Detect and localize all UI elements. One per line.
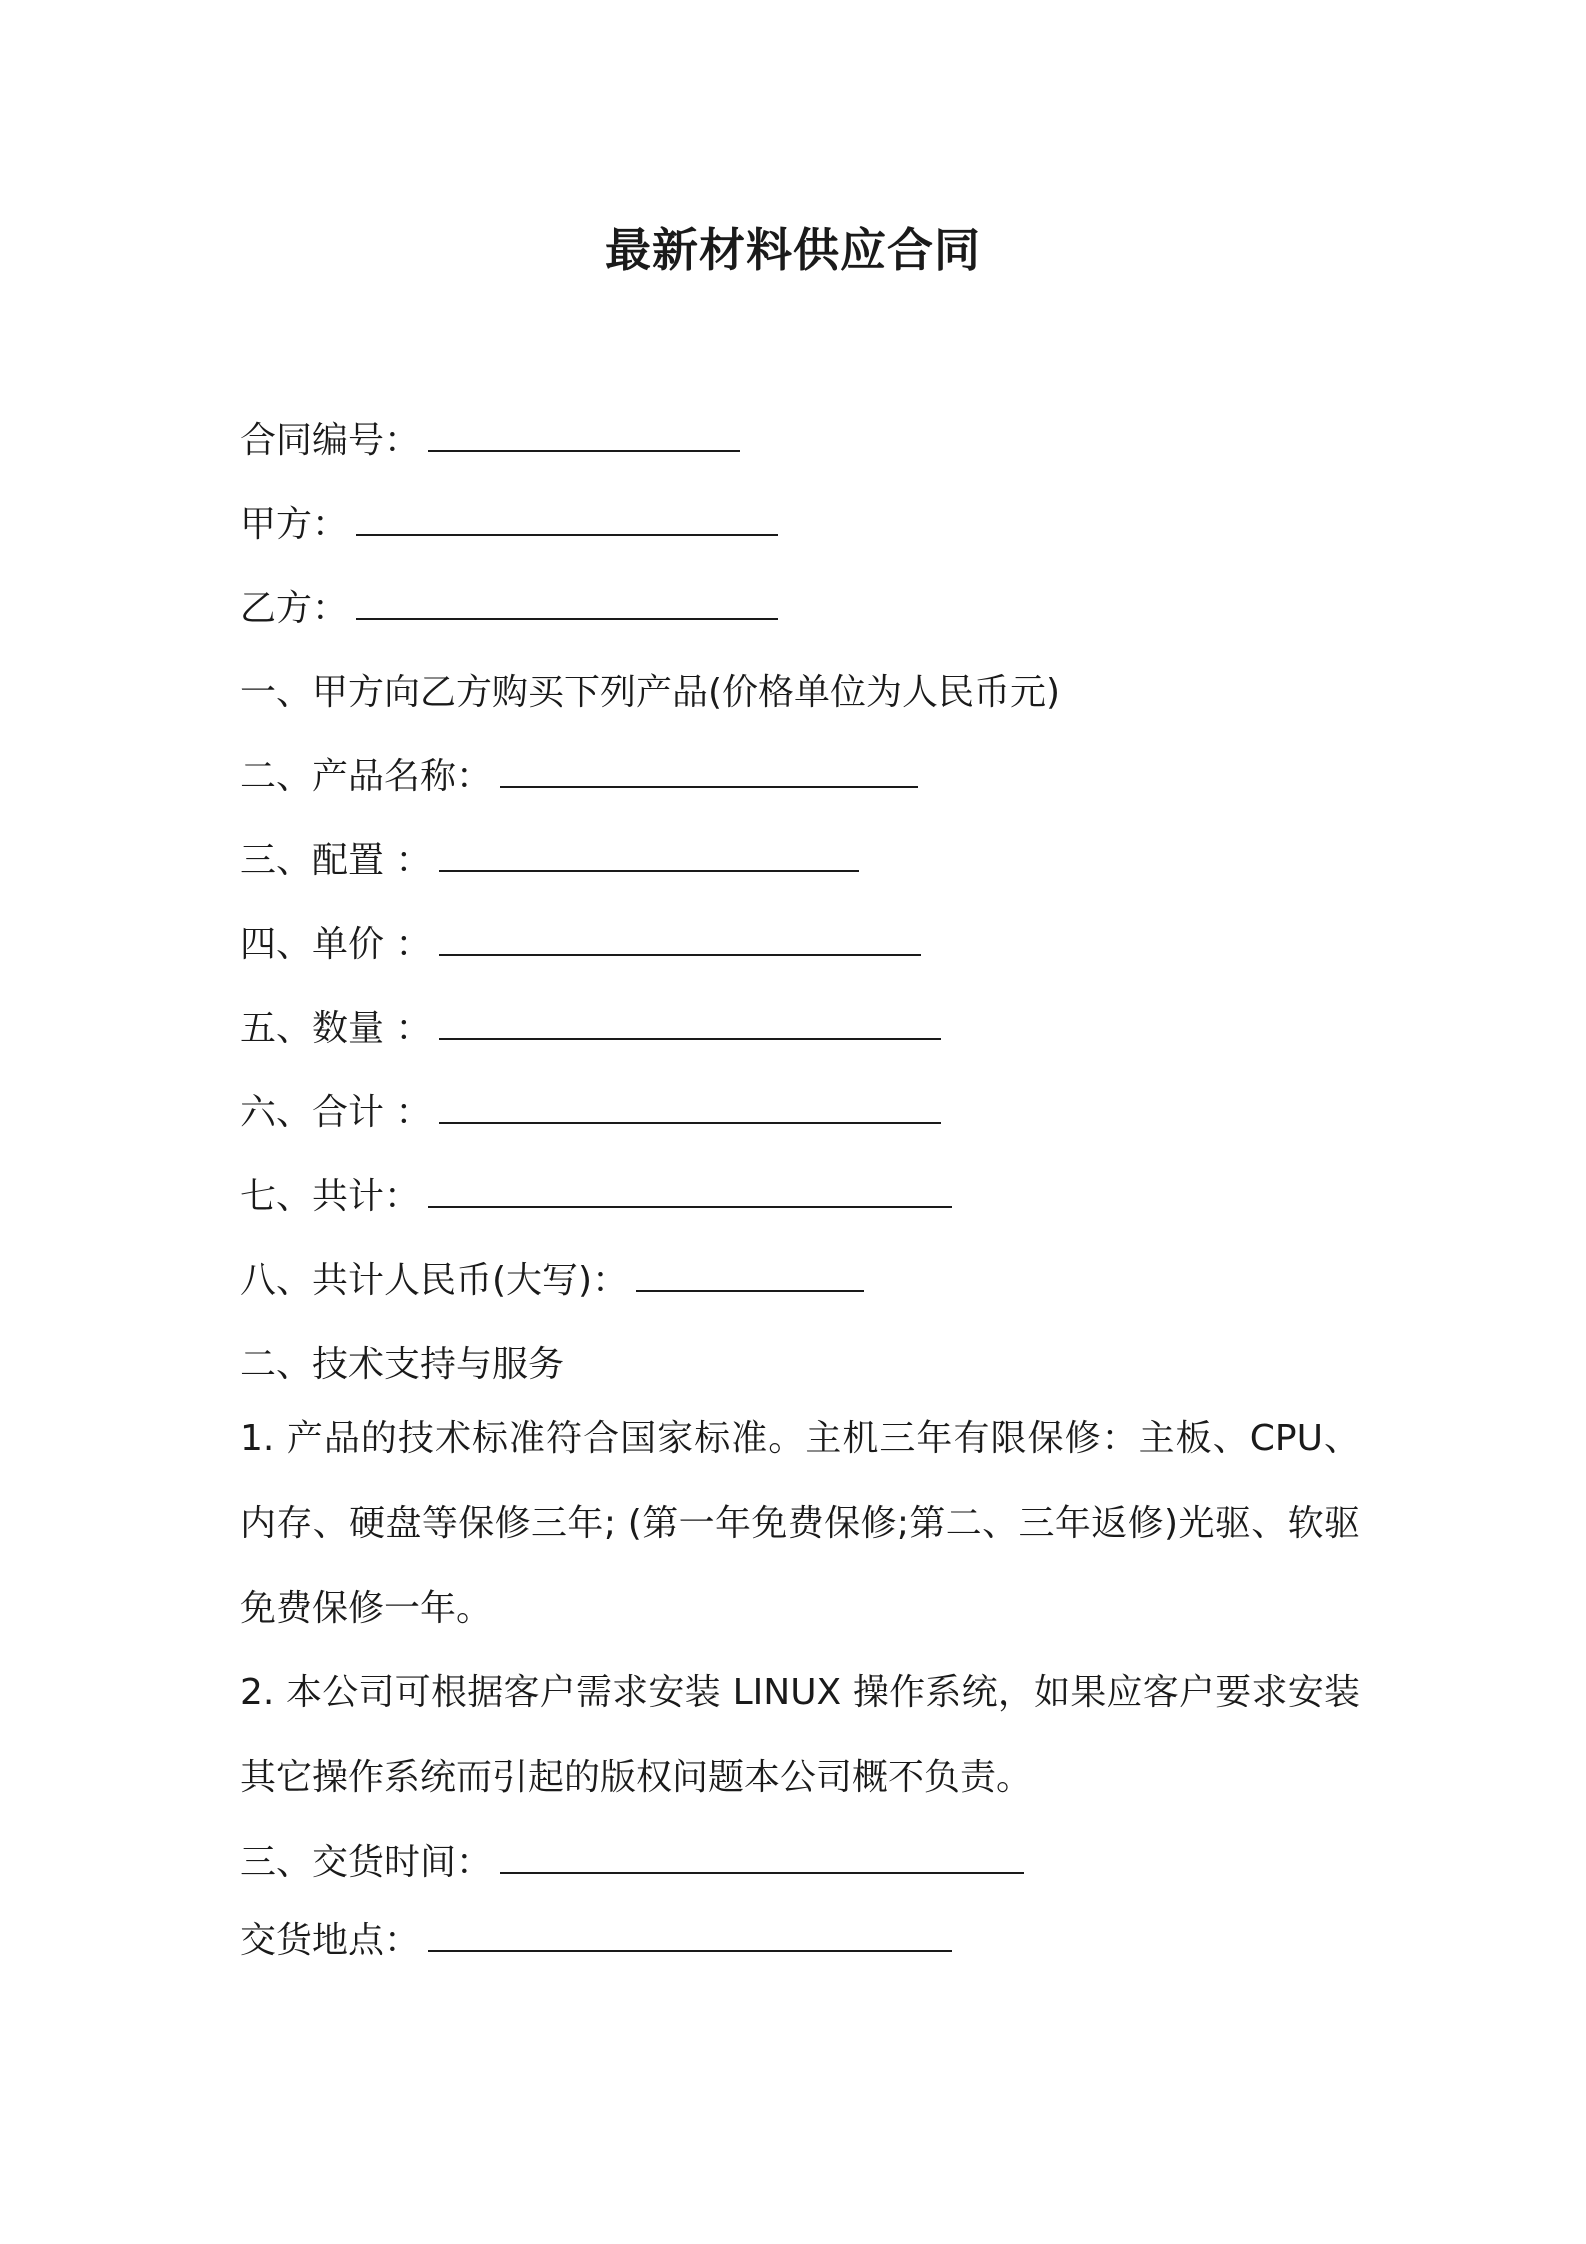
total-field <box>240 1172 952 1222</box>
party-b-label: 乙方： <box>240 588 349 629</box>
delivery-place-field <box>240 1916 952 1966</box>
section-2-heading: 二、技术支持与服务 <box>240 1344 565 1385</box>
delivery-time-field <box>240 1838 1024 1888</box>
document-title: 最新材料供应合同 <box>605 223 981 277</box>
delivery-time-label: 三、交货时间： <box>240 1842 493 1883</box>
unit-price-label: 四、单价 ： <box>240 924 432 965</box>
tech-support-item-2: 2. 本公司可根据客户需求安装 LINUX 操作系统，如果应客户要求安装其它操作系统而引起的版权问题本公司概不负责。 <box>240 1672 1360 1798</box>
subtotal-label: 六、合计 ： <box>240 1092 432 1133</box>
delivery-place-blank[interactable] <box>428 1920 952 1952</box>
tech-support-item-1: 1. 产品的技术标准符合国家标准。主机三年有限保修：主板、CPU、内存、硬盘等保修三年; (第一年免费保修;第二、三年返修)光驱、软驱免费保修一年。 <box>240 1418 1360 1629</box>
party-a-label: 甲方： <box>240 504 349 545</box>
party-a-field <box>240 500 778 550</box>
subtotal-field <box>240 1088 941 1138</box>
total-rmb-label: 八、共计人民币(大写)： <box>240 1260 629 1301</box>
config-label: 三、配置 ： <box>240 840 432 881</box>
total-rmb-field <box>240 1256 864 1306</box>
contract-number-field <box>240 416 740 466</box>
total-rmb-blank[interactable] <box>636 1260 864 1292</box>
config-field <box>240 836 859 886</box>
config-blank[interactable] <box>439 840 859 872</box>
unit-price-blank[interactable] <box>439 924 921 956</box>
delivery-time-blank[interactable] <box>500 1842 1024 1874</box>
product-name-field <box>240 752 918 802</box>
party-a-blank[interactable] <box>356 504 778 536</box>
unit-price-field <box>240 920 921 970</box>
quantity-blank[interactable] <box>439 1008 941 1040</box>
quantity-label: 五、数量 ： <box>240 1008 432 1049</box>
quantity-field <box>240 1004 941 1054</box>
delivery-place-label: 交货地点： <box>240 1920 421 1961</box>
total-blank[interactable] <box>428 1176 952 1208</box>
contract-number-blank[interactable] <box>428 420 740 452</box>
party-b-field <box>240 584 778 634</box>
party-b-blank[interactable] <box>356 588 778 620</box>
product-name-blank[interactable] <box>500 756 918 788</box>
total-label: 七、共计： <box>240 1176 421 1217</box>
product-name-label: 二、产品名称： <box>240 756 493 797</box>
subtotal-blank[interactable] <box>439 1092 941 1124</box>
section-1-heading: 一、甲方向乙方购买下列产品(价格单位为人民币元) <box>240 672 1061 713</box>
contract-number-label: 合同编号： <box>240 420 421 461</box>
